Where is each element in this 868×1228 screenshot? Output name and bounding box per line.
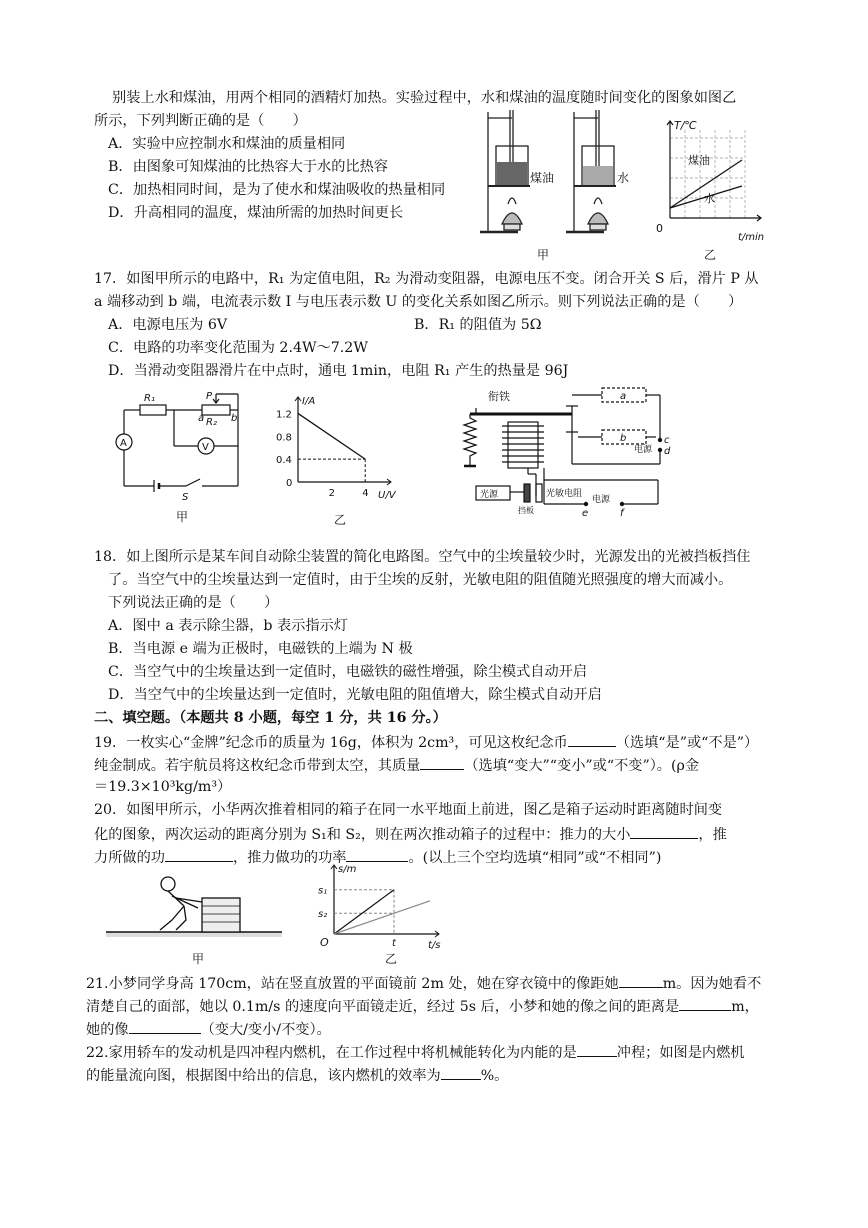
- y-tick-label: s₁: [318, 885, 328, 897]
- q21-text-line-3: [86, 1018, 331, 1040]
- q16-fig-jia-caption: 甲: [537, 248, 550, 262]
- q17-fig-jia-caption: 甲: [176, 510, 189, 524]
- axis-temperature: T/℃: [674, 119, 697, 132]
- q20-blank-2[interactable]: [165, 846, 233, 862]
- q16-text-line-1: 别装上水和煤油，用两个相同的酒精灯加热。实验过程中，水和煤油的温度随时间变化的图象如图乙: [112, 90, 737, 106]
- y-tick-label: 0.8: [276, 432, 292, 444]
- q20-text-2b: ，推: [698, 827, 727, 843]
- series-line: [298, 413, 365, 459]
- q21-text-2a: 清楚自己的面部，她以 0.1m/s 的速度向平面镜走近，经过 5s 后，小梦和她的像之间的距离是: [86, 999, 680, 1015]
- label-armature: 衔铁: [488, 390, 510, 403]
- origin-label: O: [320, 936, 329, 949]
- series-line-2: [334, 901, 430, 934]
- series-line-1: [334, 890, 394, 934]
- q22-blank-2[interactable]: [441, 1064, 481, 1080]
- circuit-r2-label: R₂: [206, 417, 217, 428]
- q18-text-line-3: 下列说法正确的是（ ）: [108, 595, 279, 611]
- label-power-2: 电源: [592, 495, 611, 505]
- q19-text-1a: 19．一枚实心“金牌”纪念币的质量为 16g，体积为 2cm³，可见这枚纪念币: [94, 735, 568, 751]
- q22-text-2b: %。: [480, 1068, 509, 1084]
- x-axis-label: t/s: [428, 940, 441, 951]
- circuit-p-label: P: [206, 391, 213, 402]
- q21-text-line-2: [86, 995, 759, 1017]
- q22-text-line-2: [86, 1064, 508, 1086]
- label-kerosene: 煤油: [530, 171, 555, 185]
- graph-label-kerosene: 煤油: [688, 154, 710, 167]
- circuit-r1-label: R₁: [144, 393, 155, 404]
- q18-text-line-1: 18．如上图所示是某车间自动除尘装置的简化电路图。空气中的尘埃量较少时，光源发出的光被挡板挡住: [94, 549, 751, 565]
- q20-text-line-2: [94, 823, 727, 845]
- q22-blank-1[interactable]: [577, 1041, 617, 1057]
- q21-text-1a: 21.小梦同学身高 170cm，站在竖直放置的平面镜前 2m 处，她在穿衣镜中的像距她: [86, 976, 619, 992]
- box-icon: [202, 898, 240, 932]
- q16-option-c: C．加热相同时间，是为了使水和煤油吸收的热量相同: [108, 182, 446, 198]
- q19-text-line-2: [94, 754, 699, 776]
- x-tick-label: 0: [286, 478, 293, 489]
- y-tick-label: s₂: [318, 909, 328, 921]
- q16-fig-yi-caption: 乙: [704, 248, 717, 262]
- q19-blank-2[interactable]: [420, 754, 464, 770]
- q19-text-2b: （选填“变大”“变小”或“不变”）。(ρ金: [464, 758, 700, 774]
- q18-option-c: C．当空气中的尘埃量达到一定值时，电磁铁的磁性增强，除尘模式自动开启: [108, 664, 588, 680]
- q22-text-1b: 冲程；如图是内燃机: [616, 1045, 745, 1061]
- y-tick-label: 0.4: [276, 455, 292, 467]
- q20-text-line-1: 20．如图甲所示，小华两次推着相同的箱子在同一水平地面上前进，图乙是箱子运动时距离随时间变: [94, 802, 723, 818]
- q19-text-1b: （选填“是”或“不是”）: [615, 735, 759, 751]
- q17-iu-graph: [276, 392, 406, 504]
- graph-label-water: 水: [704, 192, 715, 205]
- q21-text-2b: m，: [731, 999, 759, 1015]
- q19-blank-1[interactable]: [568, 731, 616, 747]
- q17-option-b: B．R₁ 的阻值为 5Ω: [414, 317, 542, 333]
- q20-st-graph: [310, 862, 460, 952]
- label-power-1: 电源: [634, 445, 653, 455]
- q20-person-pushing-box-figure: [106, 872, 286, 944]
- q21-text-3b: （变大/变小/不变）。: [200, 1022, 331, 1038]
- q18-option-d: D．当空气中的尘埃量达到一定值时，光敏电阻的阻值增大，除尘模式自动开启: [108, 687, 602, 703]
- q16-heating-apparatus-figure: [478, 106, 638, 248]
- y-axis-label: s/m: [338, 864, 357, 875]
- q21-text-1b: m。因为她看不: [662, 976, 762, 992]
- x-tick-label: 2: [328, 488, 335, 499]
- q20-text-3a: 力所做的功: [94, 850, 165, 866]
- q19-text-2a: 纯金制成。若宇航员将这枚纪念币带到太空，其质量: [94, 758, 421, 774]
- section-2-heading: 二、填空题。（本题共 8 小题，每空 1 分，共 16 分。）: [94, 710, 447, 726]
- q20-text-3c: 。(以上三个空均选填“相同”或“不相同”): [408, 850, 662, 866]
- q16-option-d: D．升高相同的温度，煤油所需的加热时间更长: [108, 205, 404, 221]
- y-tick-label: 1.2: [276, 409, 292, 421]
- q17-option-c: C．电路的功率变化范围为 2.4W～7.2W: [108, 340, 368, 356]
- x-tick-label: t: [392, 938, 396, 949]
- q18-text-line-2: 了。当空气中的尘埃量达到一定值时，由于尘埃的反射，光敏电阻的阻值随光照强度的增大而减小。: [108, 572, 733, 588]
- y-axis-label: I/A: [302, 396, 316, 407]
- q16-text-line-2: 所示，下列判断正确的是（ ）: [94, 113, 307, 129]
- label-c: c: [664, 435, 670, 446]
- q20-text-3b: ，推力做功的功率: [232, 850, 347, 866]
- q20-fig-jia-caption: 甲: [192, 952, 205, 966]
- q22-text-2a: 的能量流向图，根据图中给出的信息，该内燃机的效率为: [86, 1068, 441, 1084]
- q21-blank-2[interactable]: [679, 995, 731, 1011]
- q17-option-d: D．当滑动变阻器滑片在中点时，通电 1min，电阻 R₁ 产生的热量是 96J: [108, 363, 569, 379]
- q22-text-line-1: [86, 1041, 744, 1063]
- q19-text-line-3: ＝19.3×10³kg/m³）: [94, 779, 232, 795]
- label-d: d: [664, 446, 671, 457]
- q18-option-b: B．当电源 e 端为正极时，电磁铁的上端为 N 极: [108, 641, 413, 657]
- q17-text-line-2: a 端移动到 b 端，电流表示数 I 与电压表示数 U 的变化关系如图乙所示。则下列说法正确的是（ ）: [94, 294, 743, 310]
- q17-option-a: A．电源电压为 6V: [108, 317, 228, 333]
- q16-temperature-graph: [650, 116, 775, 244]
- q20-fig-yi-caption: 乙: [385, 952, 398, 966]
- q21-text-line-1: [86, 972, 761, 994]
- q18-dust-removal-circuit: [462, 384, 672, 516]
- voltmeter-icon: V: [202, 442, 209, 453]
- circuit-s-label: S: [182, 492, 189, 503]
- label-a: a: [620, 391, 627, 402]
- q17-text-line-1: 17．如图甲所示的电路中，R₁ 为定值电阻，R₂ 为滑动变阻器，电源电压不变。闭合开关 S 后，滑片 P 从: [94, 271, 759, 287]
- q22-text-1a: 22.家用轿车的发动机是四冲程内燃机，在工作过程中将机械能转化为内能的是: [86, 1045, 577, 1061]
- q21-blank-3[interactable]: [129, 1018, 201, 1034]
- q19-text-line-1: [94, 731, 758, 753]
- q20-blank-3[interactable]: [346, 846, 408, 862]
- ammeter-icon: A: [120, 438, 127, 449]
- q16-option-b: B．由图象可知煤油的比热容大于水的比热容: [108, 159, 388, 175]
- label-light-source: 光源: [480, 490, 499, 500]
- q18-option-a: A．图中 a 表示除尘器，b 表示指示灯: [108, 618, 348, 634]
- axis-time: t/min: [738, 232, 765, 243]
- x-tick-label: 4: [362, 488, 369, 499]
- q20-blank-1[interactable]: [630, 823, 698, 839]
- q21-text-3a: 她的像: [86, 1022, 129, 1038]
- q20-text-2a: 化的图象，两次运动的距离分别为 S₁和 S₂，则在两次推动箱子的过程中：推力的大小: [94, 827, 631, 843]
- label-f: f: [620, 508, 624, 516]
- circuit-b-label: b: [231, 413, 238, 424]
- q21-blank-1[interactable]: [619, 972, 663, 988]
- label-photoresistor: 光敏电阻: [546, 489, 583, 499]
- x-axis-label: U/V: [378, 490, 396, 501]
- circuit-a-label: a: [198, 413, 205, 424]
- graph-origin: 0: [656, 222, 663, 235]
- label-water: 水: [617, 171, 630, 185]
- q16-option-a: A．实验中应控制水和煤油的质量相同: [108, 136, 346, 152]
- label-baffle: 挡板: [518, 506, 534, 515]
- q17-circuit-figure: [110, 388, 250, 506]
- label-e: e: [582, 508, 589, 516]
- label-b: b: [620, 433, 627, 444]
- q17-fig-yi-caption: 乙: [334, 513, 347, 527]
